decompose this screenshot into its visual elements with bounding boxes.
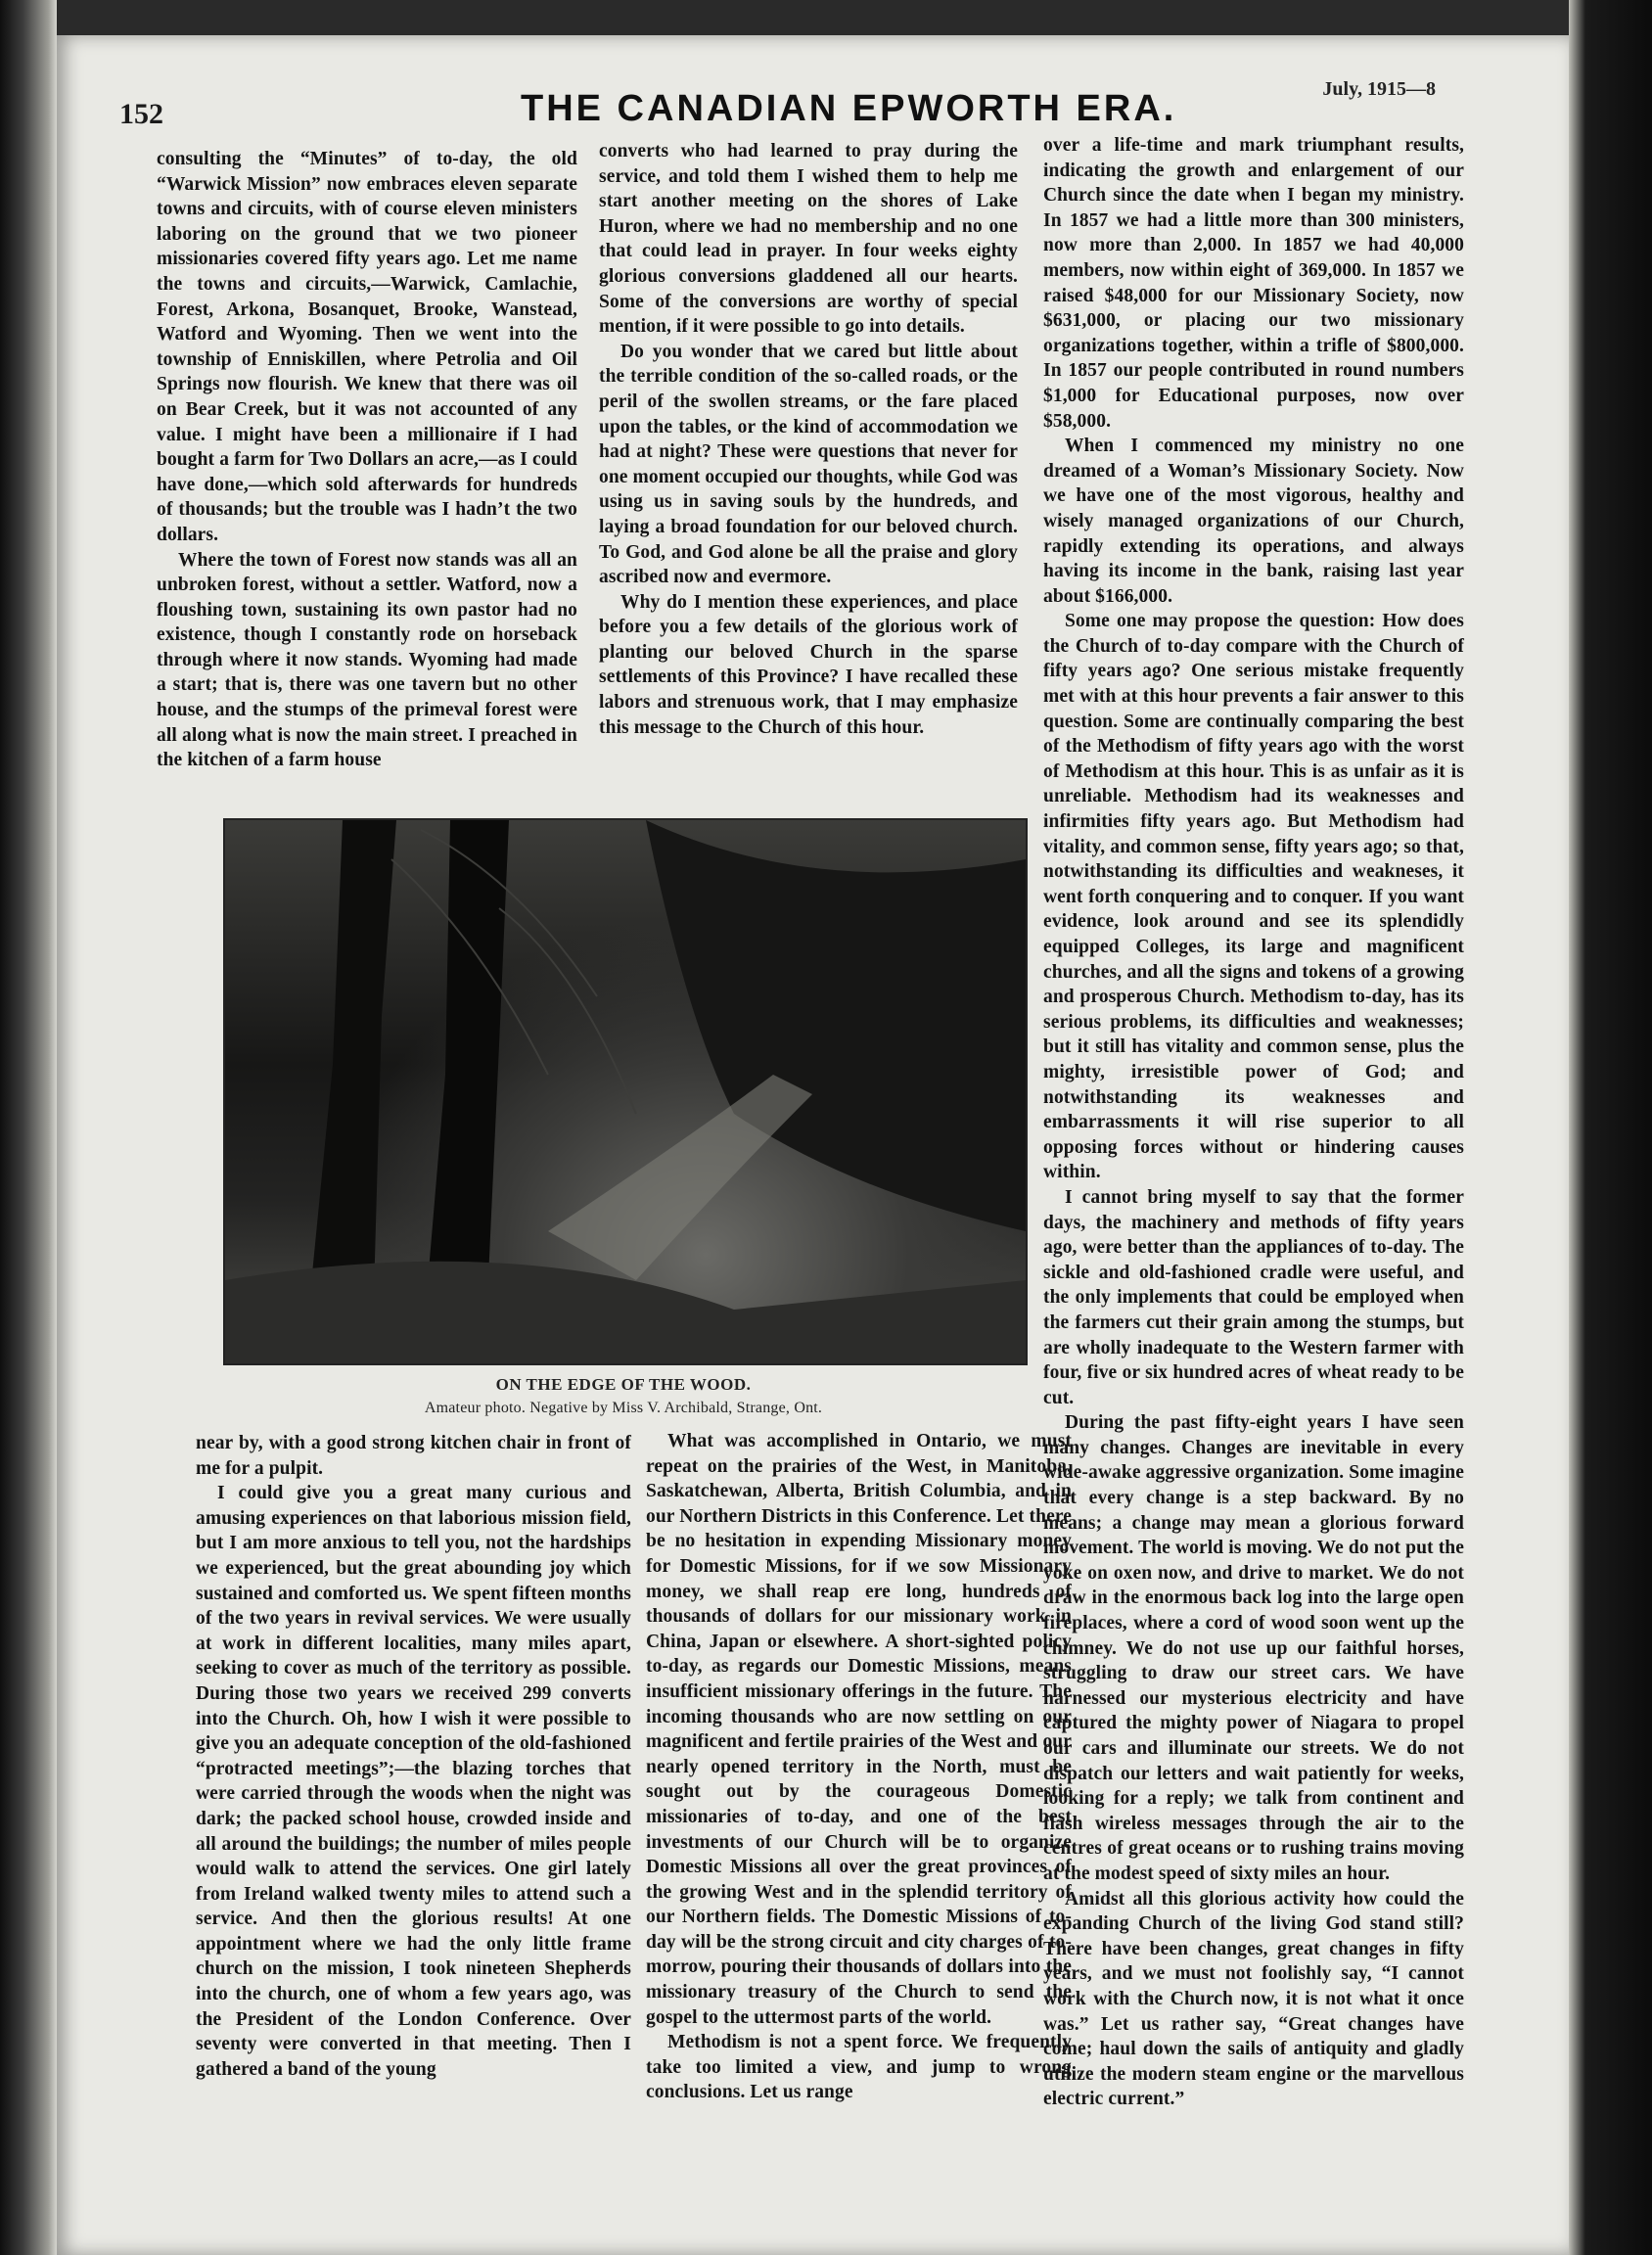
- paragraph: over a life-time and mark triumphant results, indicating the growth and enlargement of our Church since the date when I began my ministry. In 1857 we had a little more than 300 ministers, now more than 2,000. In 1857 we had 40,000 members, now within eight of 369,000. In 1857 we raised $48,000 for our Missionary Society, now $631,000, or placing our two missionary organizations together, within a trifle of $800,000. In 1857 our people contributed in round numbers $1,000 for Educational purposes, now over $58,000.: [1043, 135, 1464, 432]
- forest-floor: [225, 1262, 1026, 1363]
- photo-illustration: [225, 820, 1026, 1363]
- woodland-path: [548, 1075, 812, 1280]
- column-1-top: [157, 147, 577, 773]
- branches: [391, 830, 636, 1114]
- book-spine: [0, 0, 57, 2255]
- paragraph: Why do I mention these experiences, and place before you a few details of the glorious work of planting our beloved Church in the sparse settlements of this Province? I have recalled these labors and strenuous work, that I may emphasize this message to the Church of this hour.: [599, 591, 1018, 738]
- paragraph: converts who had learned to pray during the service, and told them I wished them to help me start another meeting on the shores of Lake Huron, where we had no membership and no one that could lead in prayer. In four weeks eighty glorious conversions gladdened all our hearts. Some of the conversions are worthy of special mention, if it were possible to go into details.: [599, 141, 1018, 338]
- caption-credit: Amateur photo. Negative by Miss V. Archibald, Strange, Ont.: [424, 1400, 823, 1416]
- woodland-photograph: [223, 818, 1028, 1365]
- paragraph: Some one may propose the question: How does the Church of to-day compare with the Church of fifty years ago? One serious mistake frequently met with at this hour prevents a fair answer to this question. Some are continually comparing the best of the Methodism of fifty years ago with the worst of Methodism at this hour. This is as unfair as it is unreliable. Methodism had its weaknesses and infirmities fifty years ago. But Methodism had vitality, and common sense, fifty years ago; so that, notwithstanding its difficulties and weakneses, it went forth conquering and to conquer. If you want evidence, look around and see its splendidly equipped Colleges, its large and magnificent churches, and all the signs and tokens of a growing and prosperous Church. Methodism to-day, has its serious problems, its difficulties and weaknesses; but it still has vitality and common sense, plus the mighty, irresistible power of God; and notwithstanding its weaknesses and embarrassments it will rise superior to all opposing forces without or hindering causes within.: [1043, 611, 1464, 1183]
- paragraph: Amidst all this glorious activity how could the expanding Church of the living God stand still? There have been changes, great changes in fifty years, and we must not foolishly say, “I cannot work with the Church now, it is not what it once was.” Let us rather say, “Great changes have come; haul down the sails of antiquity and gladly utilize the modern steam engine or the marvellous electric current.”: [1043, 1888, 1464, 2110]
- paragraph: During the past fifty-eight years I have seen many changes. Changes are inevitable in every wide-awake aggressive organization. Some imagine that every change is a step backward. By no means; a change may mean a glorious forward movement. The world is moving. We do not put the yoke on oxen now, and drive to market. We do not draw in the enormous back log into the large open fireplaces, where a cord of wood soon went up the chimney. We do not use up our faithful horses, struggling to draw our street cars. We have harnessed our mysterious electricity and have captured the mighty power of Niagara to propel our cars and illuminate our streets. We do not dispatch our letters and wait patiently for weeks, looking for a reply; we talk from continent and flash wireless messages through the air to the centres of great oceans or to rushing trains moving at the modest speed of sixty miles an hour.: [1043, 1412, 1464, 1884]
- issue-dateline: July, 1915—8: [1322, 78, 1436, 100]
- paragraph: Methodism is not a spent force. We frequently take too limited a view, and jump to wrong conclusions. Let us range: [646, 2032, 1072, 2103]
- column-1-bottom: [196, 1431, 631, 2082]
- caption-title: ON THE EDGE OF THE WOOD.: [495, 1375, 752, 1394]
- column-3: [1043, 133, 1464, 2112]
- photo-caption: [223, 1373, 1024, 1420]
- column-2-bottom: [646, 1429, 1072, 2105]
- paragraph: Where the town of Forest now stands was all an unbroken forest, without a settler. Watford, now a floushing town, sustaining its own pastor had no existence, though I constantly rode on horseback through where it now stands. Wyoming had made a start; that is, there was one tavern but no other house, and the stumps of the primeval forest were all along what is now the main street. I preached in the kitchen of a farm house: [157, 549, 577, 771]
- page-header: [119, 59, 1436, 130]
- paragraph: consulting the “Minutes” of to-day, the old “Warwick Mission” now embraces eleven separate towns and circuits, with of course eleven ministers laboring on the ground that we two pioneer missionaries covered fifty years ago. Let me name the towns and circuits,—Warwick, Camlachie, Forest, Arkona, Bosanquet, Brooke, Wanstead, Watford and Wyoming. Then we went into the township of Enniskillen, where Petrolia and Oil Springs now flourish. We knew that there was oil on Bear Creek, but it was not accounted of any value. I might have been a millionaire if I had bought a farm for Two Dollars an acre,—as I could have done,—which sold afterwards for hundreds of thousands; but the trouble was I hadn’t the two dollars.: [157, 149, 577, 545]
- masthead-title: THE CANADIAN EPWORTH ERA.: [521, 88, 1177, 129]
- paragraph: Do you wonder that we cared but little about the terrible condition of the so-called roads, or the peril of the swollen streams, or the fare placed upon the tables, or the kind of accommodation we had at night? These were questions that never for one moment occupied our thoughts, while God was using us in saving souls by the hundreds, and laying a broad foundation for our beloved church. To God, and God alone be all the praise and glory ascribed now and evermore.: [599, 341, 1018, 588]
- column-2-top: [599, 139, 1018, 740]
- paragraph: I cannot bring myself to say that the former days, the machinery and methods of fifty years ago, were better than the appliances of to-day. The sickle and old-fashioned cradle were useful, and the only implements that could be employed when the farmers cut their grain among the stumps, but are wholly inadequate to the Western farmer with four, five or six hundred acres of wheat ready to be cut.: [1043, 1186, 1464, 1408]
- paragraph: I could give you a great many curious and amusing experiences on that laborious mission field, but I am more anxious to tell you, not the hardships we experienced, but the great abounding joy which sustained and comforted us. We spent fifteen months of the two years in revival services. We were usually at work in different localities, many miles apart, seeking to cover as much of the territory as possible. During those two years we received 299 converts into the Church. Oh, how I wish it were possible to give you an adequate conception of the old-fashioned “protracted meetings”;—the blazing torches that were carried through the woods when the night was dark; the packed school house, crowded inside and all around the buildings; the number of miles people would walk to attend the services. One girl lately from Ireland walked twenty miles to attend such a service. And then the glorious results! At one appointment where we had the only little frame church on the mission, I took nineteen Shepherds into the church, one of whom a few years ago, was the President of the London Conference. Over seventy were converted in that meeting. Then I gathered a band of the young: [196, 1483, 631, 2080]
- paragraph: When I commenced my ministry no one dreamed of a Woman’s Missionary Society. Now we have one of the most vigorous, healthy and wisely managed organizations of our Church, rapidly extending its operations, and always having its income in the bank, raising last year about $166,000.: [1043, 436, 1464, 607]
- paragraph: What was accomplished in Ontario, we must repeat on the prairies of the West, in Manitoba, Saskatchewan, Alberta, British Columbia, and in our Northern Districts in this Conference. Let there be no hesitation in expending Missionary money for Domestic Missions, for if we sow Missionary money, we shall reap ere long, hundreds of thousands of dollars for our missionary work in China, Japan or elsewhere. A short-sighted policy to-day, as regards our Domestic Missions, means insufficient missionary offerings in the future. The incoming thousands who are now settling on our magnificent and fertile prairies of the West and our nearly opened territory in the North, must be sought out by the courageous Domestic missionaries of to-day, and one of the best investments of our Church will be to organize Domestic Missions all over the great provinces of the growing West and in the splendid territory of our Northern fields. The Domestic Missions of to-day will be the strong circuit and city charges of to-morrow, pouring their thousands of dollars into the missionary treasury of the Church to send the gospel to the uttermost parts of the world.: [646, 1431, 1072, 2028]
- adjacent-page-edge: [1569, 0, 1652, 2255]
- paragraph: near by, with a good strong kitchen chair in front of me for a pulpit.: [196, 1433, 631, 1479]
- page-number: 152: [119, 98, 163, 130]
